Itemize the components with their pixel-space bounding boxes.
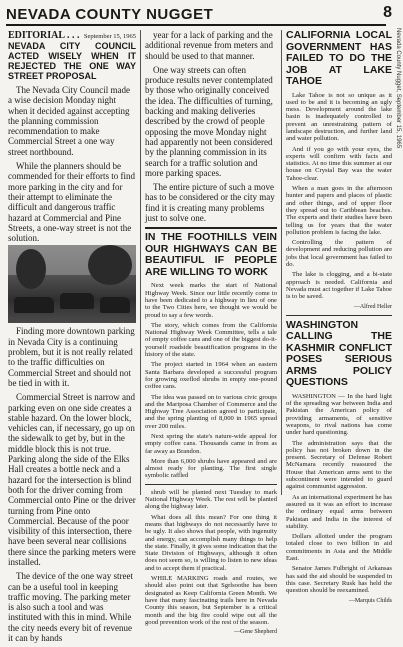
paragraph: Lake Tahoe is not so unique as it used to be and it is becoming an ugly mess. Development around the lake basin is inadequately controlled to prevent an unrestraining pattern of landscape destruction, and further land and water pollution. [286,91,392,143]
washington-headline: WASHINGTON CALLING THE KASHMIR CONFLICT POSES SERIOUS ARMS POLICY QUESTIONS [286,318,392,389]
editorial-body [8,85,136,243]
rule [286,315,392,316]
photo-tree [88,245,132,285]
paragraph: Next spring the state's nature-wide appeal for empty coffee cans. Thousands came in from as far away as Brandon. [145,432,277,455]
editorial-headline: NEVADA CITY COUNCIL ACTED WISELY WHEN IT REJECTED THE ONE WAY STREET PROPOSAL [8,41,136,81]
photo-car [100,297,130,313]
right-column [286,30,392,609]
paragraph: Finding more downtown parking in Nevada City is a continuing problem, but it is not really related to the traffic difficulties on Commercial Street and should not be tied in with it. [8,326,135,388]
photo-car [60,293,94,309]
paragraph: The device of the one way street can be a useful tool in keeping traffic moving. The parking meter is also such a tool and was instituted with this in mind. While the city needs every bit of revenue it can by hands [8,571,133,644]
editorial-continued [145,30,277,223]
paragraph: Commercial Street is narrow and parking even on one side creates a stable hazard. On the lower block, vehicles can, if necessary, go up on the sidewalk to get by, but in the middle block this is not true. Parking along the side of the Elks Hall creates a bottle neck and a hazard for the intersection is blind both for the driver coming from Commercial onto Pine or the driver turning from Pine onto Commercial. Because of the poor visibility of this intersection, there have been several near collisions there since the parking meters were installed. [8,392,136,567]
editorial-body-cont [8,326,136,643]
editorial-label: EDITORIAL . . . [8,30,80,41]
paragraph: The lake is clogging, and a bi-state approach is needed. California and Nevada must act together if Lake Tahoe is to be saved. [286,271,392,301]
editorial-header [8,30,136,41]
paragraph: The entire picture of such a move has to be considered or the city may find it is creating many problems just to solve one. [145,182,275,224]
author-signature: —Gene Shepherd [234,629,277,636]
column-divider [140,30,141,495]
author-signature: —Alfred Heller [353,303,392,310]
newspaper-title: NEVADA COUNTY NUGGET [6,6,214,23]
paragraph: The idea was passed on to various civic groups and the Mariposa Chamber of Commerce and the Highway Tree Association agreed to participate, and the spring planting of 8,000 in 1965 spread over 200 miles. [145,393,277,430]
paragraph: What does all this mean? For one thing it means that highways do not necessarily have to be ugly. It also shows that people, with ingenuity and energy, can accomplish many things to help the state. Finally, it gives some indication that the State Division of Highways, although it often does not seem so, is willing to listen to new ideas and to accept them if practical. [145,513,277,572]
editorial-column [8,30,136,647]
page-number: 8 [383,4,392,21]
paragraph: The Nevada City Council made a wise decision Monday night when it decided against accepting the planning commission recommendation to make Commercial Street a one way street northbound. [8,85,130,157]
paragraph: While the planners should be commended for their efforts to find more parking in the city and for their attempt to eliminate the difficult and dangerous traffic hazard at Commercial and Pine Streets, a one-way street is not the solution. [8,161,136,244]
photo-tree [16,249,46,289]
paragraph: The project started in 1964 when an eastern Santa Barbara developed a successful program for growing oxeflod shrubs in empty one-pound coffee cans. [145,361,277,391]
highway-headline: IN THE FOOTHILLS VEIN OUR HIGHWAYS CAN BE BEAUTIFUL IF PEOPLE ARE WILLING TO WORK [145,231,277,278]
photo-car [14,297,54,313]
editorial-date: September 15, 1965 [83,33,136,40]
paragraph: And if you go with your eyes, the experts will confirm with facts and statistics. At no time this summer at our house on Crystal Bay was the water Tahoe-clear. [286,145,392,182]
paragraph: shrub will be planted next Tuesday to mark National Highway Week. The rest will be planted along the highway later. [145,488,277,511]
paragraph: One way streets can often produce results never contemplated by those who originally conceived the idea. The difficulties of turning, backing and making deliveries described by the crowd of people opposing the move Monday night had apparently not been considered by the planning commission in its search for a traffic solution and more parking spaces. [145,64,273,178]
author-signature: —Marquis Childs [348,597,392,604]
column-divider [281,30,282,495]
rule [145,484,277,485]
paragraph: year for a lack of parking and the additional revenue from meters and should be used to that manner. [145,30,273,61]
middle-column [145,30,277,640]
street-photo [8,245,136,323]
paragraph: Controlling the pattern of development and reducing pollution are jobs that local government has failed to do. [286,239,392,269]
paragraph: More than 6,000 shrubs have appeared and are almost ready for planting. The first single symbolic raffled [145,457,277,480]
paragraph: As an international experiment he has assured us it was an effort to increase the ordinary equal arms between Pakistan and India in the interest of stability. [286,493,392,530]
paragraph: The story, which comes from the California National Highway Week Committee, tells a tale of empty coffee cans and one of the biggest do-it-yourself roadside beautification programs in the history of the state. [145,321,277,359]
paragraph: Senator James Fulbright of Arkansas has said the aid should be suspended in this case. Secretary Rusk has held the question should be reexamined. [286,565,392,595]
masthead [6,4,392,26]
side-caption: Nevada County Nugget, September 15, 1965 [395,28,401,149]
paragraph: WHILE MARKING roads and routes, we should also point out that Sgrlsoothe has been designated as Keep California Green Month. We have that many fascinating trails here in Nevada County this season, but September is a critical month and the big fire could wipe out all the good prevention work of the rest of the season. [145,575,277,626]
paragraph: WASHINGTON — In the hard light of the spreading war between India and Pakistan the American policy of providing armaments, of sensitive weapons, to rival nations has come under hard questioning. [286,392,392,437]
paragraph: Next week marks the start of National Highway Week. Since our little recently come to have been dedicated to a highway in lieu of one to the Two Cities here, we thought we would be proud to say a few words. [145,282,277,319]
paragraph: Dollars allotted under the program totaled close to two billion in aid commitments in Asia and the Middle East. [286,533,392,563]
tahoe-headline: CALIFORNIA LOCAL GOVERNMENT HAS FAILED TO DO THE JOB AT LAKE TAHOE [286,29,392,87]
paragraph: When a man goes in the afternoon hunter and papers and places of plastic and other things, and of upper floor they spread out to Caribbean beaches. The experts and their studies have been telling us for years that the water pollution problem is facing the lake. [286,185,392,236]
section-divider [145,227,277,229]
paragraph: The administration says that the policy has not broken down in the present. Secretary of Defense Robert McNamara recently reassured the House that American arms sent to the subcontinent were intended to guard against communist aggression. [286,439,392,491]
